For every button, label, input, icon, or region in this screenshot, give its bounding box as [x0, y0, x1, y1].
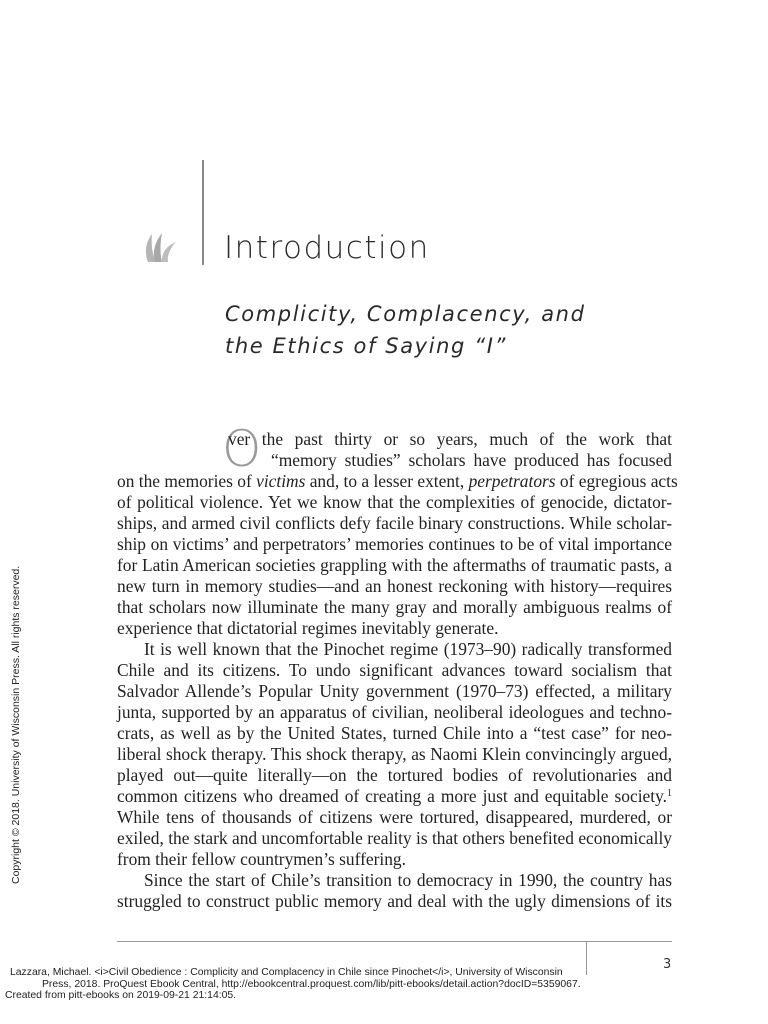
text-line: ver the past thirty or so years, much of the work that [228, 429, 672, 449]
emphasis-perpetrators: perpetrators [468, 471, 556, 491]
text-line: Chile and its citizens. To undo significant advances toward socialism that [117, 660, 672, 680]
text-line: junta, supported by an apparatus of civilian, neoliberal ideologues and techno- [117, 702, 672, 722]
text-line: played out—quite literally—on the tortured bodies of revolutionaries and [117, 765, 672, 785]
leaf-flourish-icon [142, 228, 178, 264]
text-line: new turn in memory studies—and an honest reckoning with history—requires [117, 576, 672, 596]
text-line [117, 471, 678, 492]
text-line: liberal shock therapy. This shock therapy, as Naomi Klein convincingly argued, [117, 744, 672, 764]
text-line: ship on victims’ and perpetrators’ memories continues to be of vital importance [117, 534, 672, 554]
subtitle-line: Complicity, Complacency, and [225, 302, 586, 326]
page-number: 3 [663, 957, 672, 972]
vertical-copyright-notice: Copyright © 2018. University of Wisconsin Press. All rights reserved. [10, 565, 22, 884]
text-line: for Latin American societies grappling with the aftermaths of traumatic pasts, a [117, 555, 672, 575]
text-line: ships, and armed civil conflicts defy facile binary constructions. While scholar- [117, 513, 672, 533]
citation-line: Press, 2018. ProQuest Ebook Central, http://ebookcentral.proquest.com/lib/pitt-ebooks/detail.action?docID=5359067. [42, 978, 581, 990]
text-run: on the memories of [117, 471, 257, 491]
text-line: Since the start of Chile’s transition to democracy in 1990, the country has [144, 870, 672, 890]
body-text [117, 420, 678, 912]
text-line: “memory studies” scholars have produced has focused [271, 450, 672, 470]
text-line: experience that dictatorial regimes inevitably generate. [117, 618, 499, 638]
text-line: While tens of thousands of citizens were tortured, disappeared, murdered, or [117, 807, 672, 827]
footnote-marker[interactable]: 1 [667, 788, 672, 799]
citation-line: Lazzara, Michael. <i>Civil Obedience : Complicity and Complacency in Chile since Pinochet</i>, University of Wisconsin [10, 967, 563, 978]
citation-footer [5, 967, 705, 1002]
text-run: common citizens who dreamed of creating a more just and equitable society. [117, 786, 667, 806]
text-line: It is well known that the Pinochet regime (1973–90) radically transformed [144, 639, 672, 659]
text-line [117, 786, 672, 807]
text-run: of egregious acts [555, 471, 678, 491]
chapter-title: Introduction [224, 230, 430, 266]
chapter-subtitle [225, 298, 695, 362]
subtitle-line: the Ethics of Saying “I” [225, 334, 507, 358]
text-run: and, to a lesser extent, [305, 471, 469, 491]
text-line: Salvador Allende’s Popular Unity government (1970–73) effected, a military [117, 681, 672, 701]
citation-line: Created from pitt-ebooks on 2019-09-21 21:14:05. [5, 990, 237, 1001]
emphasis-victims: victims [256, 471, 306, 491]
footer-rule [117, 941, 672, 942]
text-line: that scholars now illuminate the many gray and morally ambiguous realms of [117, 597, 672, 617]
text-line: of political violence. Yet we know that the complexities of genocide, dictator- [117, 492, 672, 512]
text-line: exiled, the stark and uncomfortable reality is that others benefited economically [117, 828, 672, 848]
text-line: from their fellow countrymen’s suffering. [117, 849, 406, 869]
text-line: crats, as well as by the United States, turned Chile into a “test case” for neo- [117, 723, 672, 743]
text-line: struggled to construct public memory and deal with the ugly dimensions of its [117, 891, 672, 911]
drop-cap: O [222, 420, 262, 478]
chapter-heading-rule [202, 160, 204, 265]
